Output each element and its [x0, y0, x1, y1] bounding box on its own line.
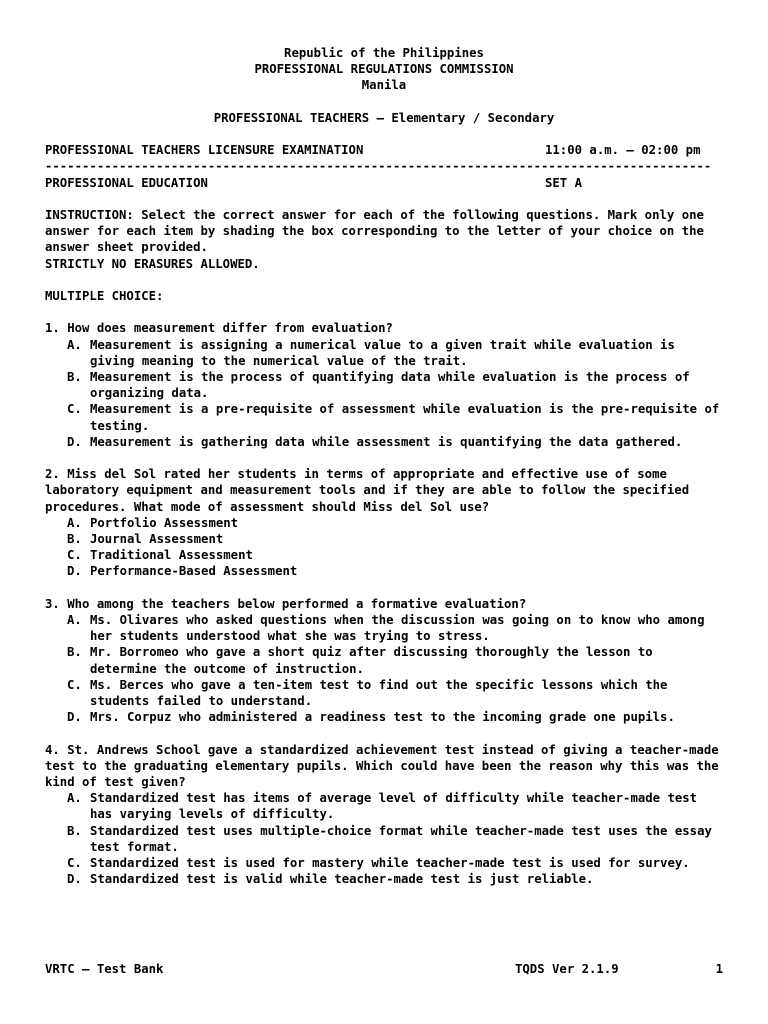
footer-source: VRTC – Test Bank: [45, 962, 164, 976]
header-commission: PROFESSIONAL REGULATIONS COMMISSION: [254, 62, 514, 77]
question-stem: 2. Miss del Sol rated her students in terms of appropriate and effective use of some laboratory equipment and measurement tools and if they are able to follow the specified procedures. What mode of assessment should Miss del Sol use?: [45, 467, 690, 514]
exam-title-row: [45, 142, 723, 158]
footer-version: TQDS Ver 2.1.9: [515, 962, 619, 976]
choice-1c[interactable]: [45, 401, 723, 433]
choice-text: Performance-Based Assessment: [90, 564, 298, 579]
question-2: [45, 466, 723, 579]
exam-page: [45, 45, 723, 904]
spacer: [45, 272, 723, 288]
question-stem: 3. Who among the teachers below performed a formative evaluation?: [45, 596, 527, 611]
spacer: [45, 126, 723, 142]
choice-text: Journal Assessment: [90, 531, 224, 546]
choice-1a[interactable]: [45, 337, 723, 369]
choice-2d[interactable]: [45, 563, 723, 579]
choice-text: Ms. Olivares who asked questions when the discussion was going on to know who among her students understood what she was trying to stress.: [90, 612, 705, 644]
choice-2a[interactable]: [45, 515, 723, 531]
choice-3c[interactable]: [45, 677, 723, 709]
question-stem: 1. How does measurement differ from evaluation?: [45, 321, 393, 336]
choice-text: Standardized test is used for mastery while teacher-made test is used for survey.: [90, 856, 690, 871]
spacer: [45, 304, 723, 320]
choice-2b[interactable]: [45, 531, 723, 547]
question-1: [45, 320, 723, 450]
choice-letter: B.: [67, 823, 82, 838]
page-number: 1: [715, 962, 723, 976]
choice-3a[interactable]: [45, 612, 723, 644]
spacer: [45, 191, 723, 207]
question-4: [45, 742, 723, 888]
choice-text: Measurement is assigning a numerical value to a given trait while evaluation is giving meaning to the numerical value of the trait.: [90, 337, 675, 368]
choice-1b[interactable]: [45, 369, 723, 401]
exam-subject: PROFESSIONAL EDUCATION: [45, 175, 208, 190]
choice-letter: C.: [67, 677, 82, 692]
exam-set: SET A: [545, 175, 583, 190]
header-city: Manila: [361, 78, 407, 93]
choice-text: Mrs. Corpuz who administered a readiness test to the incoming grade one pupils.: [90, 710, 675, 725]
choice-4d[interactable]: [45, 871, 723, 887]
choice-letter: D.: [67, 434, 82, 449]
choice-3b[interactable]: [45, 644, 723, 676]
choice-3d[interactable]: [45, 709, 723, 725]
choice-text: Standardized test is valid while teacher-made test is just reliable.: [90, 872, 594, 887]
question-stem: 4. St. Andrews School gave a standardized achievement test instead of giving a teacher-made test to the graduating elementary pupils. Which could have been the reason why this was the kind of test given?: [45, 742, 719, 789]
choice-letter: A.: [67, 515, 82, 530]
choice-letter: A.: [67, 337, 82, 352]
choice-text: Measurement is gathering data while assessment is quantifying the data gathered.: [90, 434, 683, 449]
choice-1d[interactable]: [45, 434, 723, 450]
choice-text: Mr. Borromeo who gave a short quiz after discussing thoroughly the lesson to determine the outcome of instruction.: [90, 645, 653, 676]
choice-letter: C.: [67, 548, 82, 563]
choice-letter: D.: [67, 564, 82, 579]
choice-4b[interactable]: [45, 823, 723, 855]
instruction-text: INSTRUCTION: Select the correct answer for each of the following questions. Mark only one answer for each item by shading the box corresponding to the letter of your choice on the answer sheet provided.: [45, 207, 704, 255]
header-republic: Republic of the Philippines: [284, 46, 484, 60]
choice-2c[interactable]: [45, 547, 723, 563]
header-subtitle: PROFESSIONAL TEACHERS – Elementary / Secondary: [213, 110, 555, 125]
choice-letter: B.: [67, 531, 82, 546]
choice-letter: C.: [67, 856, 82, 871]
exam-name: PROFESSIONAL TEACHERS LICENSURE EXAMINATION: [45, 143, 364, 158]
choice-text: Measurement is a pre-requisite of assessment while evaluation is the pre-requisite of testing.: [90, 402, 720, 433]
choice-text: Standardized test has items of average level of difficulty while teacher-made test has varying levels of difficulty.: [90, 791, 698, 822]
choice-letter: B.: [67, 369, 82, 384]
section-label: MULTIPLE CHOICE:: [45, 288, 164, 303]
choice-text: Standardized test uses multiple-choice format while teacher-made test uses the essay test format.: [90, 823, 712, 854]
choice-4c[interactable]: [45, 855, 723, 871]
choice-letter: D.: [67, 710, 82, 725]
choice-letter: A.: [67, 612, 82, 627]
exam-time: 11:00 a.m. – 02:00 pm: [545, 143, 701, 158]
choice-text: Portfolio Assessment: [90, 515, 239, 530]
dashed-rule: ------------------------------------------------------------------------------------------: [45, 159, 712, 174]
choice-text: Traditional Assessment: [90, 548, 253, 563]
question-3: [45, 596, 723, 726]
choice-text: Measurement is the process of quantifying data while evaluation is the process of organizing data.: [90, 369, 690, 401]
spacer: [45, 94, 723, 110]
exam-subject-row: [45, 175, 723, 191]
choice-4a[interactable]: [45, 790, 723, 822]
instruction-warning: STRICTLY NO ERASURES ALLOWED.: [45, 256, 260, 271]
choice-letter: A.: [67, 791, 82, 806]
choice-letter: D.: [67, 872, 82, 887]
choice-letter: C.: [67, 402, 82, 417]
choice-letter: B.: [67, 645, 82, 660]
choice-text: Ms. Berces who gave a ten-item test to find out the specific lessons which the students failed to understand.: [90, 677, 668, 708]
